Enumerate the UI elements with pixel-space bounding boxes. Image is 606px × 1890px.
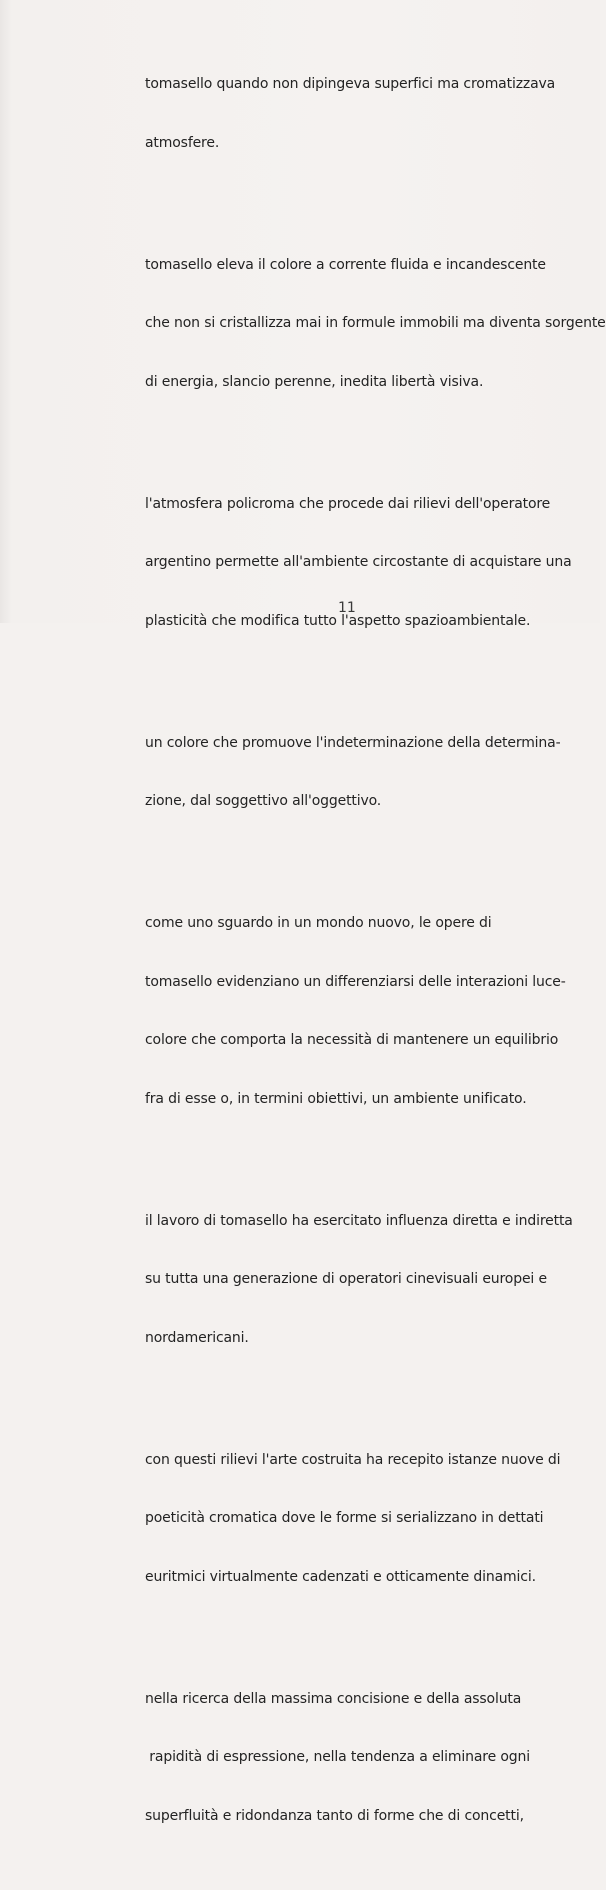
text-line: argentino permette all'ambiente circostante di acquistare una	[145, 554, 572, 570]
text-line: di energia, slancio perenne, inedita libertà visiva.	[145, 373, 484, 390]
paragraph	[145, 456, 585, 671]
text-line: tomasello quando non dipingeva superfici ma cromatizzava	[145, 76, 556, 92]
body-text	[145, 36, 606, 1890]
text-line: con questi rilievi l'arte costruita ha recepito istanze nuove di	[145, 1451, 561, 1468]
text-line: fra di esse o, in termini obiettivi, un ambiente unificato.	[145, 1090, 527, 1107]
text-line: plasticità che modifica tutto l'aspetto spazioambientale.	[145, 612, 531, 629]
text-line: come uno sguardo in un mondo nuovo, le opere di	[145, 915, 492, 931]
text-line: un colore che promuove l'indeterminazione della determina-	[145, 734, 561, 751]
text-line: euritmici virtualmente cadenzati e otticamente dinamici.	[145, 1568, 536, 1585]
text-line: rapidità di espressione, nella tendenza a eliminare ogni	[145, 1749, 530, 1765]
text-line: il lavoro di tomasello ha esercitato influenza diretta e indiretta	[145, 1212, 573, 1229]
text-line: nella ricerca della massima concisione e della assoluta	[145, 1690, 522, 1707]
text-line: su tutta una generazione di operatori cinevisuali europei e	[145, 1271, 547, 1287]
text-line: che non si cristallizza mai in formule immobili ma diventa sorgente	[145, 315, 606, 331]
text-line: superfluità e ridondanza tanto di forme che di concetti,	[145, 1807, 524, 1824]
paragraph	[145, 695, 585, 851]
page-number: 11	[338, 600, 356, 616]
paragraph	[145, 1173, 585, 1388]
paragraph	[145, 875, 585, 1148]
text-line: tomasello evidenziano un differenziarsi delle interazioni luce-	[145, 973, 566, 990]
text-line: zione, dal soggettivo all'oggettivo.	[145, 793, 382, 809]
paragraph	[145, 217, 606, 432]
paragraph	[145, 1651, 585, 1866]
text-line: tomasello eleva il colore a corrente fluida e incandescente	[145, 256, 546, 273]
text-line: nordamericani.	[145, 1329, 249, 1346]
paragraph	[145, 1412, 585, 1627]
text-line: l'atmosfera policroma che procede dai rilievi dell'operatore	[145, 495, 551, 512]
text-line: colore che comporta la necessità di mantenere un equilibrio	[145, 1032, 559, 1048]
text-line: atmosfere.	[145, 134, 220, 151]
paragraph	[145, 36, 585, 192]
text-line: poeticità cromatica dove le forme si serializzano in dettati	[145, 1510, 544, 1526]
